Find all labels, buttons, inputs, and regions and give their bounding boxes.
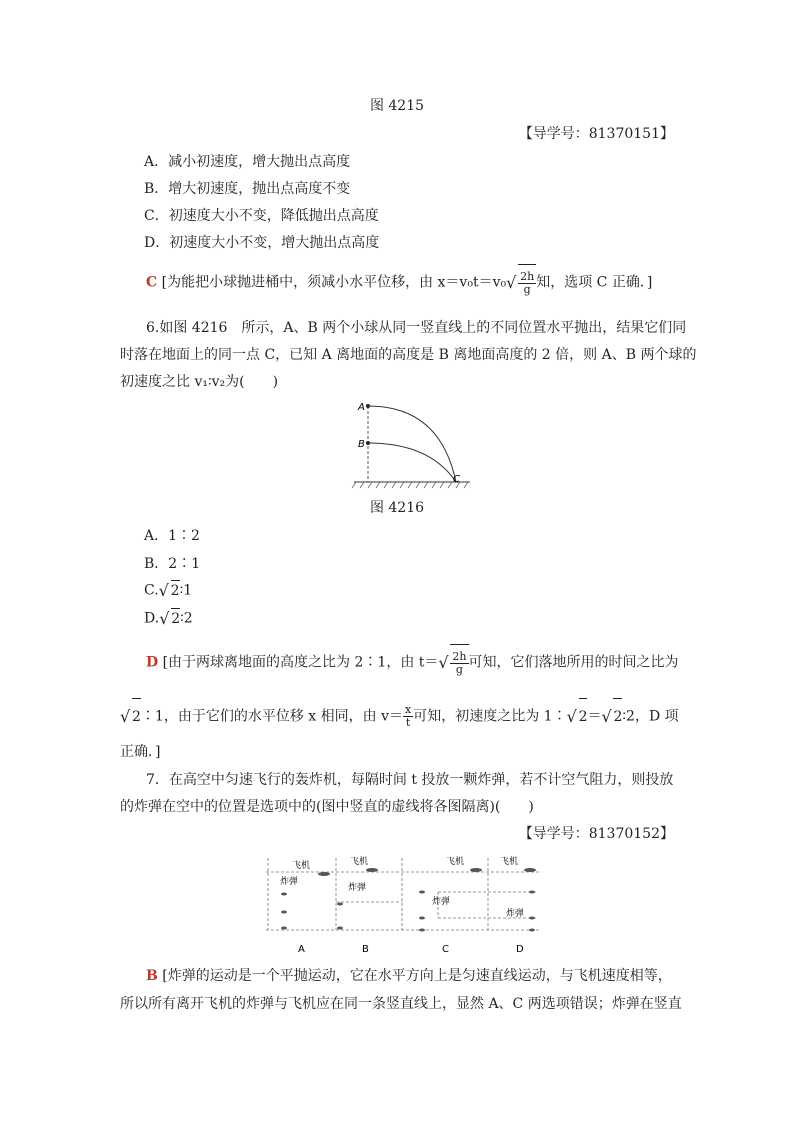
q6-line-2: 时落在地面上的同一点 C，已知 A 离地面的高度是 B 离地面高度的 2 倍，则 A、B 两个球的 xyxy=(120,347,697,363)
plane-label-a: 飞机 xyxy=(292,861,311,871)
q6-line-3: 初速度之比 v₁∶v₂为( ) xyxy=(120,374,279,390)
bomb-icons xyxy=(281,891,535,932)
q6-option-c: C.√ 2∶1 xyxy=(144,580,674,601)
bomb-label-b: 炸弹 xyxy=(348,883,367,893)
trajectory-b xyxy=(368,443,456,482)
q7-line-1: 7．在高空中匀速飞行的轰炸机，每隔时间 t 投放一颗炸弹，若不计空气阻力，则投放 xyxy=(146,772,674,788)
q5-option-d: D．初速度大小不变，增大抛出点高度 xyxy=(144,235,380,251)
figure-option-d: D xyxy=(516,944,524,955)
q5-option-c: C．初速度大小不变，降低抛出点高度 xyxy=(144,208,379,224)
figure-q7 xyxy=(262,852,544,962)
q5-answer-eq: x＝v₀t＝v₀ xyxy=(437,274,507,291)
q5-frac-den: g xyxy=(523,282,531,296)
ground-hatch xyxy=(352,482,468,488)
q6-answer-line-3: 正确．] xyxy=(120,744,161,760)
plane-label-b: 飞机 xyxy=(350,857,369,867)
figure-4215-caption: 图 4215 xyxy=(369,98,425,114)
figure-option-c: C xyxy=(442,944,449,955)
q6-answer-line-2: √ 2∶1，由于它们的水平位移 x 相同，由 v＝ $\frac{x}{t}$ 可知，初速度之比为 1∶√ 2＝√ 2∶2，D 项 xyxy=(120,698,674,735)
trajectory-a xyxy=(368,406,456,482)
figure-4216-caption: 图 4216 xyxy=(369,500,425,516)
q5-answer-text-a: [为能把小球抛进桶中，须减小水平位移，由 xyxy=(161,274,434,291)
q5-option-a: A．减小初速度，增大抛出点高度 xyxy=(144,154,351,170)
q5-answer xyxy=(146,264,674,301)
q6-option-b: B．2∶1 xyxy=(144,556,201,572)
q7-line-2: 的炸弹在空中的位置是选项中的(图中竖直的虚线将各图隔离)( ) xyxy=(120,799,534,815)
q6-option-a: A．1∶2 xyxy=(144,528,200,544)
guide-number-2: 【导学号：81370152】 xyxy=(518,826,674,842)
q6-line-1: 6.如图 4216 所示，A、B 两个小球从同一竖直线上的不同位置水平抛出，结果它们同 xyxy=(146,320,687,336)
bomb-label-c: 炸弹 xyxy=(432,897,451,907)
q5-option-b: B．增大初速度，抛出点高度不变 xyxy=(144,181,351,197)
plane-label-c: 飞机 xyxy=(446,857,465,867)
label-a: A xyxy=(358,402,365,413)
guide-number-1: 【导学号：81370151】 xyxy=(518,126,674,142)
q6-answer-line-1: D [由于两球离地面的高度之比为 2∶1，由 t＝ √ $\frac{2h}{g}$ 可知，它们落地所用的时间之比为 xyxy=(146,644,674,681)
q5-answer-letter: C xyxy=(146,274,158,291)
q7-answer-letter: B xyxy=(146,968,158,984)
plane-label-d: 飞机 xyxy=(500,857,519,867)
bomb-label-d: 炸弹 xyxy=(506,909,525,919)
q7-answer-line-1: B [炸弹的运动是一个平抛运动，它在水平方向上是匀速直线运动，与飞机速度相等， xyxy=(146,968,672,984)
figure-option-a: A xyxy=(298,944,305,955)
bomb-label-a: 炸弹 xyxy=(280,877,299,887)
q5-sqrt xyxy=(506,264,536,301)
label-b: B xyxy=(358,439,365,450)
q5-frac-num: √ 2h xyxy=(520,269,535,283)
q6-option-d: D.√ 2∶2 xyxy=(144,608,674,629)
q5-answer-text-b: 知，选项 C 正确．] xyxy=(536,274,653,291)
q6-answer-letter: D xyxy=(146,654,159,671)
figure-option-b: B xyxy=(362,944,369,955)
label-c: C xyxy=(453,474,460,485)
q7-answer-line-2: 所以所有离开飞机的炸弹与飞机应在同一条竖直线上，显然 A、C 两选项错误；炸弹在竖直 xyxy=(120,996,682,1012)
figure-4216 xyxy=(350,398,474,490)
